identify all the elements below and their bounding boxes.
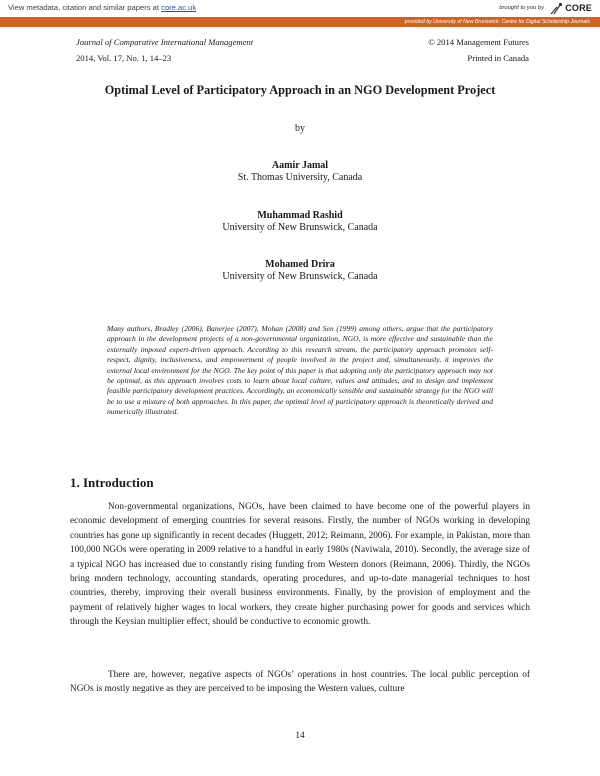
- core-logo-text: CORE: [565, 3, 592, 13]
- page-number: 14: [295, 731, 305, 741]
- author-block: [0, 210, 600, 233]
- by-line: by: [295, 123, 305, 134]
- author-name: Mohamed Drira: [265, 259, 335, 270]
- author-affiliation: University of New Brunswick, Canada: [222, 222, 378, 233]
- author-name: Muhammad Rashid: [257, 210, 343, 221]
- provided-by-text: provided by University of New Brunswick: Centre for Digital Scholarship Journals: [404, 18, 590, 25]
- core-logo[interactable]: [550, 1, 592, 15]
- body-paragraph: There are, however, negative aspects of NGOs’ operations in host countries. The local public perception of NGOs is mostly negative as they are perceived to be imposing the Western values, culture: [70, 670, 530, 695]
- body-paragraph: Non-governmental organizations, NGOs, have been claimed to have become one of the powerful players in economic development of emerging countries for several reasons. Firstly, the number of NGOs working in developing countries has gone up significantly in recent decades (Huggett, 2012; Reimann, 2006). For example, in Pakistan, more than 100,000 NGOs were operating in 2009 relative to a handful in early 1980s (Naviwala, 2010). Secondly, the average size of a typical NGO has increased due to constantly rising funding from Western donors (Reimann, 2006). Thirdly, the NGOs bring modern technology, accounting standards, operating procedures, and up-to-date managerial techniques to host countries, thereby, improving their overall business environments. Finally, by the provision of employment and the payment of relatively higher wages to local workers, they create higher purchasing power for goods and services which through the Keysian multiplier effect, should be conductive to economic growth.: [70, 502, 530, 628]
- volume-info: 2014, Vol. 17, No. 1, 14–23: [76, 53, 172, 63]
- copyright: © 2014 Management Futures: [428, 37, 529, 47]
- author-affiliation: University of New Brunswick, Canada: [222, 271, 378, 282]
- metadata-notice-text: View metadata, citation and similar papers at: [8, 3, 162, 12]
- printed-in: Printed in Canada: [467, 53, 529, 63]
- section-heading: 1. Introduction: [70, 475, 154, 490]
- abstract: Many authors, Bradley (2006), Banerjee (2007), Mohan (2008) and Sen (1999) among others, argue that the participatory approach in the development projects of a non-governmental organization, NGO, is more effective and sustainable than the externally imposed expert-driven approach. According to this research stream, the participatory approach promotes self-respect, dignity, inclusiveness, and empowerment of people involved in the project and, simultaneously, it improves the external local environment for the NGO. The key point of this paper is that adopting only the participatory approach may not be optimal, as this approach involves costs to learn about local culture, values and attitudes, and to design and implement feasible participatory development practices. Accordingly, an economically sensible and sustainable strategy for the NGO will be to use a mixture of both approaches. In this paper, the optimal level of participatory approach is theoretically derived and numerically illustrated.: [107, 324, 493, 417]
- core-link[interactable]: core.ac.uk: [161, 3, 197, 12]
- core-logo-icon: [550, 2, 563, 15]
- paper-title: Optimal Level of Participatory Approach in an NGO Development Project: [104, 83, 496, 97]
- journal-name: Journal of Comparative International Management: [76, 37, 254, 47]
- author-name: Aamir Jamal: [271, 160, 329, 171]
- brought-by-text: brought to you by: [499, 5, 544, 11]
- author-affiliation: St. Thomas University, Canada: [237, 172, 363, 183]
- author-block: [0, 160, 600, 183]
- core-banner: [0, 0, 600, 28]
- author-block: [0, 259, 600, 282]
- metadata-notice: [8, 3, 196, 12]
